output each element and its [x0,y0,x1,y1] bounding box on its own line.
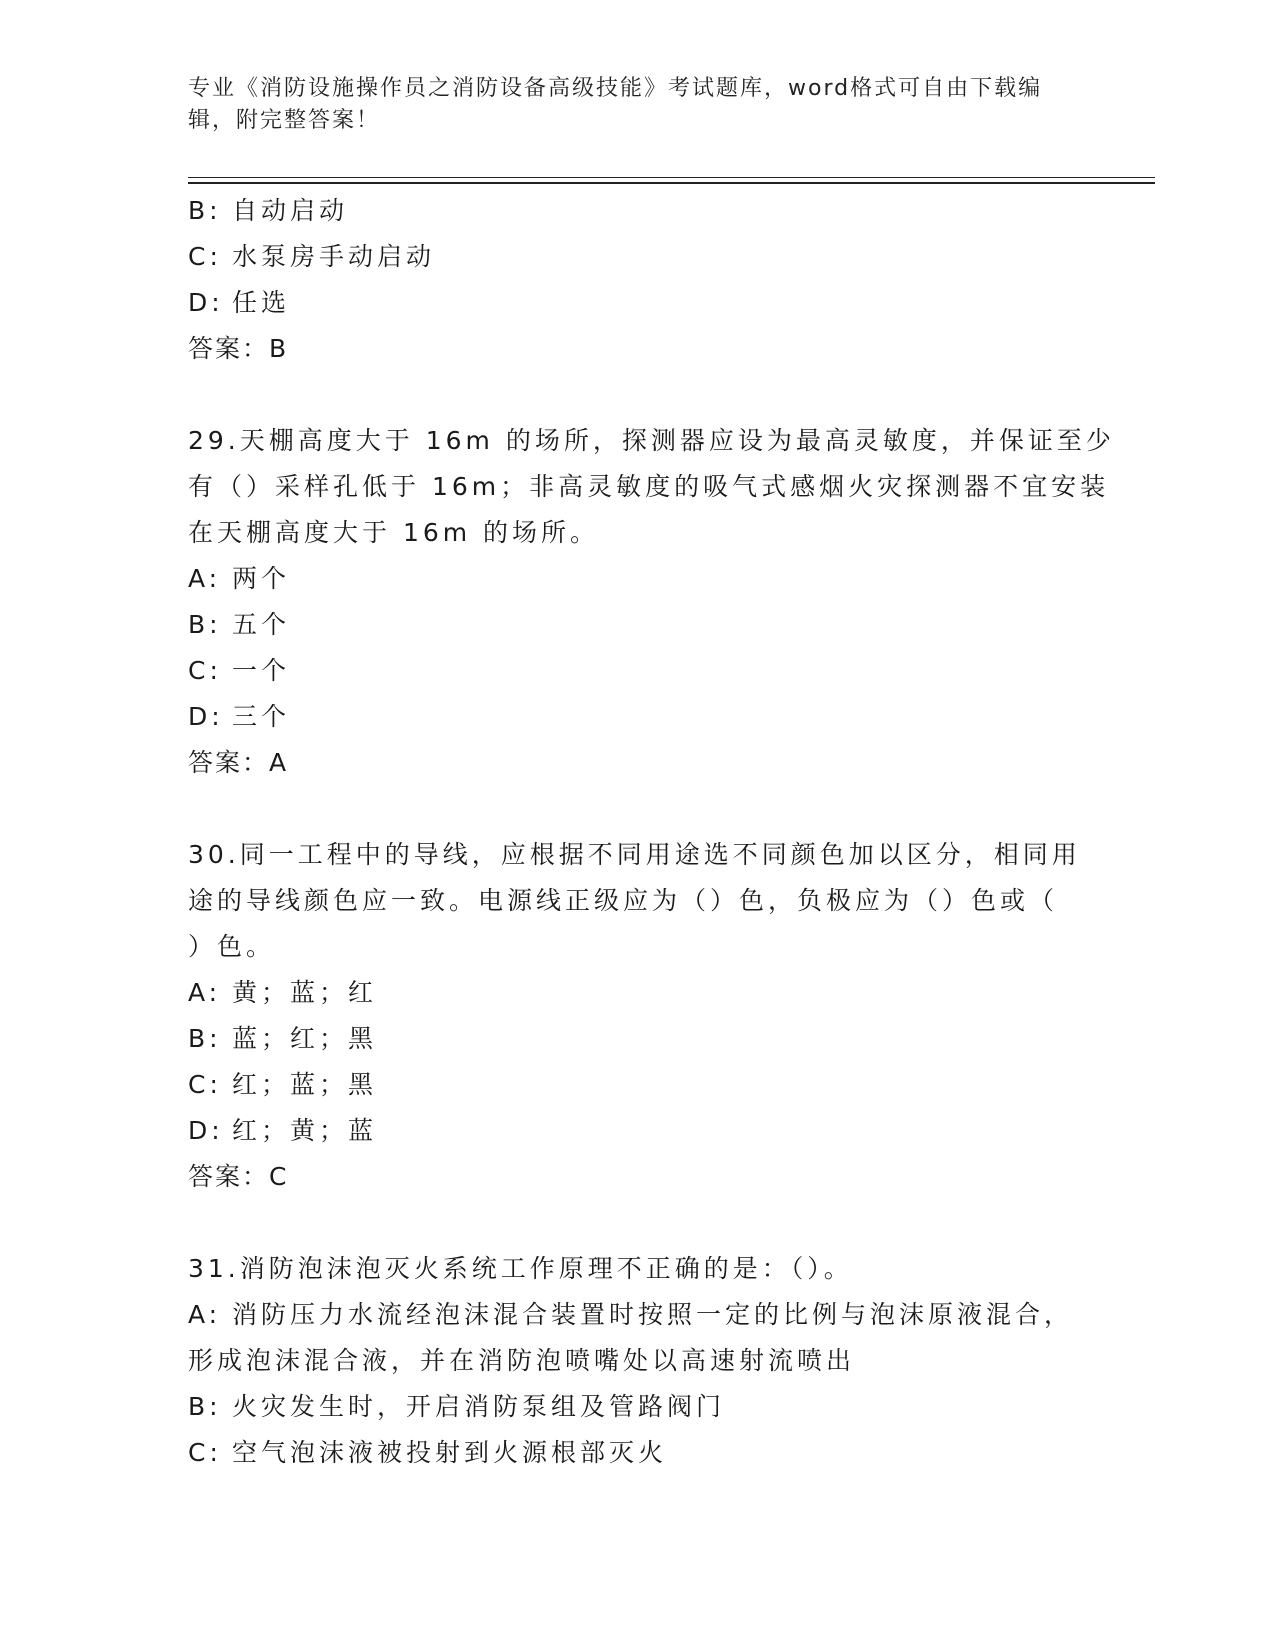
question-stem-line: 途的导线颜色应一致。电源线正级应为（）色，负极应为（）色或（ [188,886,1059,915]
option-text: 两个 [232,564,291,593]
option-d [188,280,1088,326]
spacer [188,372,1088,418]
document-body [188,188,1115,1476]
option-letter: C: [188,1438,222,1467]
spacer [188,1200,1088,1246]
option-text: 蓝；红；黑 [232,1024,378,1053]
option-letter: A: [188,978,222,1007]
question-29 [188,418,1115,786]
option-letter: D: [188,702,224,731]
header-text: 专业《消防设施操作员之消防设备高级技能》考试题库，word格式可自由下载编辑，附完整答案！ [188,76,1043,133]
option-letter: B: [188,1392,222,1421]
option-text: 五个 [232,610,291,639]
option-letter: A: [188,1300,222,1329]
option-c [188,1430,1088,1476]
prev-question-block [188,188,1088,372]
option-text: 形成泡沫混合液，并在消防泡喷嘴处以高速射流喷出 [188,1346,856,1375]
question-stem-line: 在天棚高度大于 16m 的场所。 [188,518,600,547]
option-text: 红；蓝；黑 [232,1070,378,1099]
header-divider [188,177,1155,178]
question-stem-line: 31.消防泡沫泡灭火系统工作原理不正确的是：（）。 [188,1254,853,1283]
option-c [188,234,1088,280]
option-b [188,602,1088,648]
option-letter: B: [188,196,222,225]
answer-line: 答案：B [188,334,289,363]
spacer [188,786,1088,832]
question-stem-line: ）色。 [188,932,276,961]
option-letter: D: [188,288,224,317]
question-30 [188,832,1088,1200]
option-letter: A: [188,564,222,593]
option-letter: C: [188,1070,222,1099]
option-c [188,1062,1088,1108]
option-d [188,1108,1088,1154]
option-letter: B: [188,610,222,639]
option-c [188,648,1088,694]
option-b [188,188,1088,234]
option-a [188,556,1088,602]
header-divider-thick [188,182,1155,184]
option-letter: B: [188,1024,222,1053]
option-a-continued [188,1338,1088,1384]
option-letter: D: [188,1116,224,1145]
answer-line: 答案：A [188,748,289,777]
option-letter: C: [188,242,222,271]
option-b [188,1016,1088,1062]
option-text: 三个 [232,702,291,731]
question-31 [188,1246,1088,1476]
question-stem-line: 29.天棚高度大于 16m 的场所，探测器应设为最高灵敏度，并保证至少 [188,426,1115,455]
question-stem-line: 有（）采样孔低于 16m；非高灵敏度的吸气式感烟火灾探测器不宜安装 [188,472,1110,501]
option-text: 一个 [232,656,291,685]
option-text: 自动启动 [232,196,349,225]
question-stem-line: 30.同一工程中的导线，应根据不同用途选不同颜色加以区分，相同用 [188,840,1081,869]
option-text: 消防压力水流经泡沫混合装置时按照一定的比例与泡沫原液混合， [232,1300,1074,1329]
option-text: 空气泡沫液被投射到火源根部灭火 [232,1438,668,1467]
page-header [188,73,1088,137]
option-a [188,1292,1088,1338]
option-text: 黄；蓝；红 [232,978,378,1007]
option-text: 火灾发生时，开启消防泵组及管路阀门 [232,1392,726,1421]
option-a [188,970,1088,1016]
option-letter: C: [188,656,222,685]
option-d [188,694,1088,740]
option-text: 红；黄；蓝 [232,1116,378,1145]
option-b [188,1384,1088,1430]
answer-line: 答案：C [188,1162,289,1191]
option-text: 任选 [232,288,291,317]
option-text: 水泵房手动启动 [232,242,436,271]
